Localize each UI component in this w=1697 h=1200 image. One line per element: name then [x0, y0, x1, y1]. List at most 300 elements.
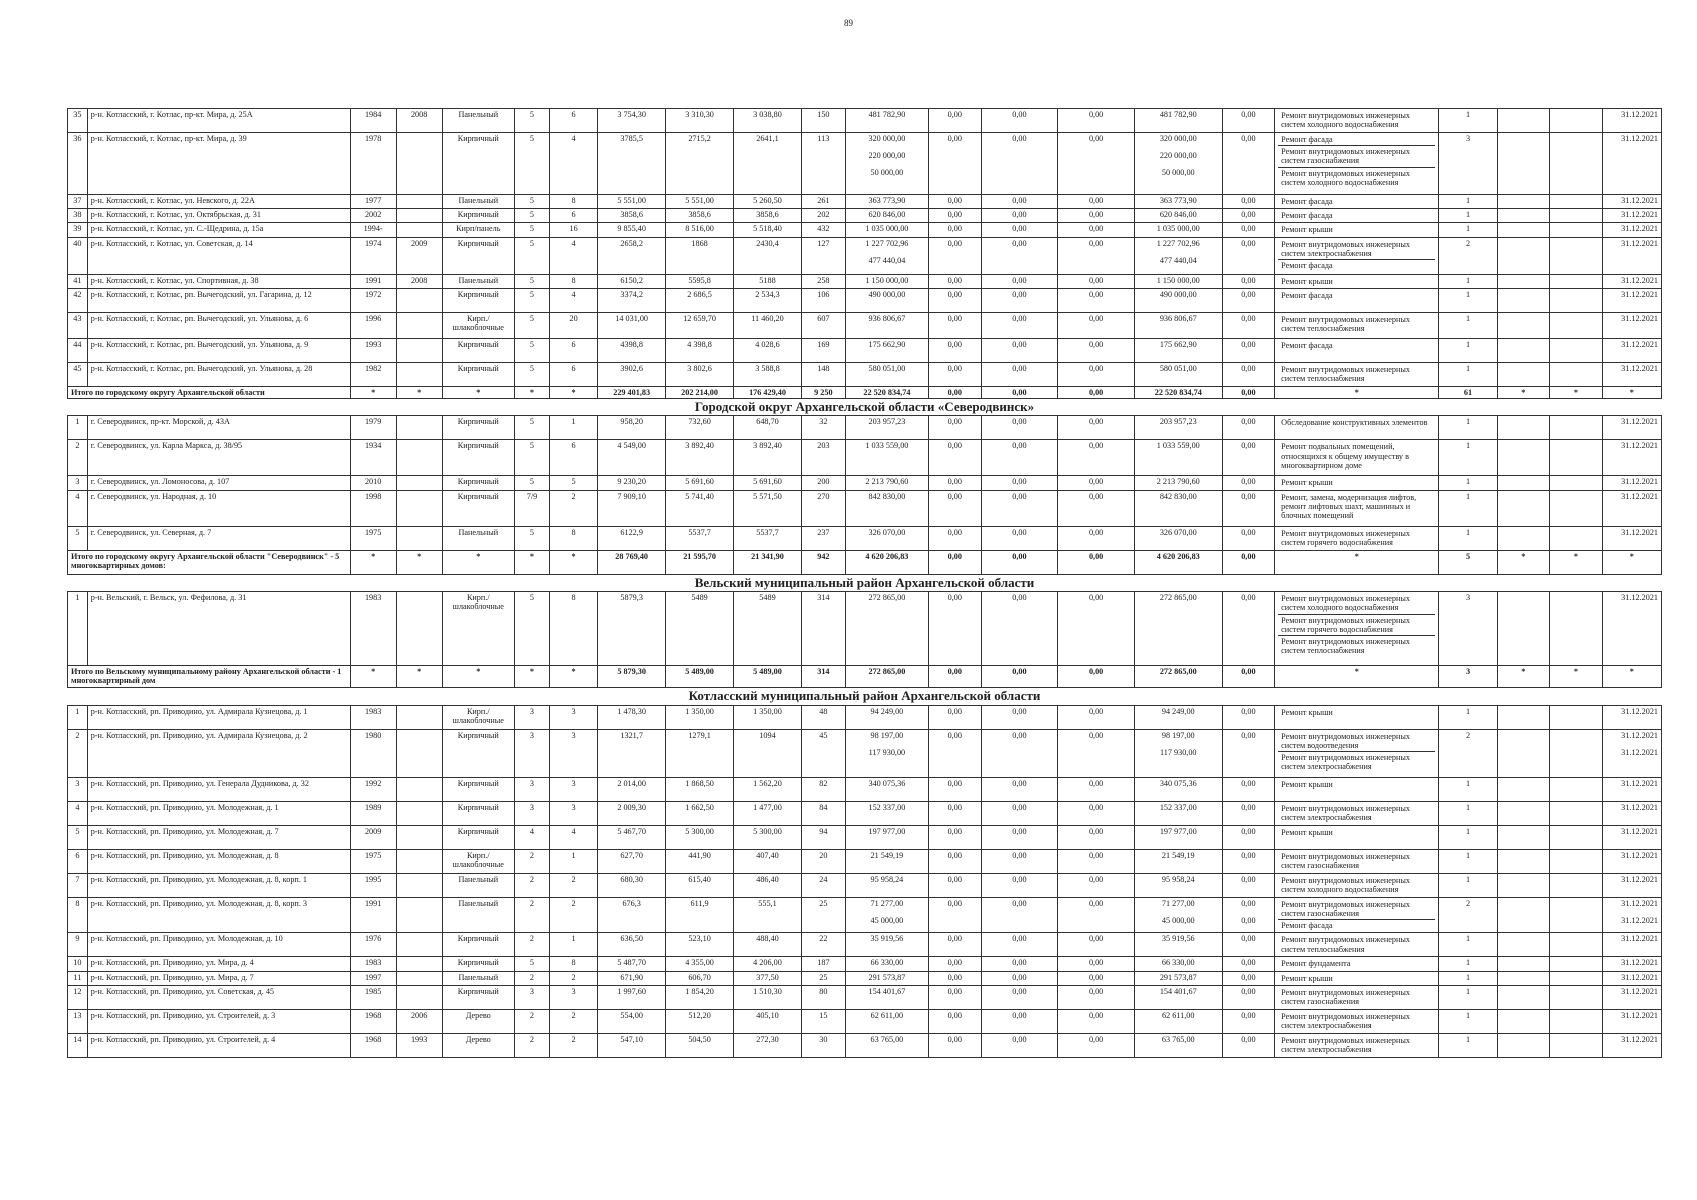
wall-material: Кирпичный — [442, 338, 514, 362]
table-row — [68, 195, 1662, 209]
entrances: 4 — [549, 825, 597, 849]
residents-count: 270 — [801, 490, 845, 526]
table-row — [68, 109, 1662, 133]
work-type-item: Ремонт внутридомовых инженерных систем горячего водоснабжения — [1278, 615, 1435, 636]
total-star: * — [442, 550, 514, 574]
fund-regional: 0,00 — [981, 223, 1058, 237]
year-renovated — [396, 490, 442, 526]
fund-other: 0,00 — [1222, 476, 1275, 490]
fund-owners: 95 958,24 — [1134, 873, 1222, 897]
blank-col-1 — [1497, 109, 1550, 133]
residents-count: 200 — [801, 476, 845, 490]
work-types — [1275, 897, 1439, 933]
repair-cost: 203 957,23 — [845, 416, 928, 440]
work-type-item: Ремонт фасада — [1281, 290, 1333, 300]
fund-regional: 0,00 — [981, 338, 1058, 362]
fund-federal: 0,00 — [929, 777, 982, 801]
year-renovated — [396, 288, 442, 312]
residents-count: 113 — [801, 133, 845, 195]
residents-count: 148 — [801, 362, 845, 386]
floors: 5 — [514, 526, 549, 550]
fund-owners: 1 033 559,00 — [1134, 440, 1222, 476]
blank-col-2 — [1550, 274, 1603, 288]
year-built: 1972 — [350, 288, 396, 312]
residents-count: 25 — [801, 897, 845, 933]
year-renovated — [396, 729, 442, 777]
fund-owners: 63 765,00 — [1134, 1033, 1222, 1057]
floors: 3 — [514, 801, 549, 825]
table-row — [68, 237, 1662, 274]
blank-col-2 — [1550, 957, 1603, 971]
floors: 5 — [514, 223, 549, 237]
completion-date: 31.12.2021 — [1602, 985, 1661, 1009]
total-fund-local: 0,00 — [1058, 550, 1135, 574]
residential-area: 1 562,20 — [734, 777, 802, 801]
total-area: 1 997,60 — [598, 985, 666, 1009]
completion-date: 31.12.2021 — [1602, 849, 1661, 873]
entrances: 6 — [549, 440, 597, 476]
fund-federal: 0,00 — [929, 223, 982, 237]
fund-federal: 0,00 — [929, 416, 982, 440]
blank-col-1 — [1497, 195, 1550, 209]
table-row — [68, 777, 1662, 801]
fund-regional: 0,00 — [981, 237, 1058, 274]
work-count: 1 — [1439, 705, 1497, 729]
entrances: 1 — [549, 933, 597, 957]
floors: 3 — [514, 777, 549, 801]
work-count: 1 — [1439, 526, 1497, 550]
address: р-н. Котласский, рп. Приводино, ул. Адмирала Кузнецова, д. 1 — [87, 705, 350, 729]
work-types — [1275, 971, 1439, 985]
work-type-item: Ремонт фасада — [1281, 211, 1333, 221]
residents-count: 15 — [801, 1009, 845, 1033]
entrances: 2 — [549, 1033, 597, 1057]
completion-date: 31.12.2021 31.12.2021 — [1602, 897, 1661, 933]
table-row — [68, 338, 1662, 362]
year-renovated — [396, 849, 442, 873]
table-row — [68, 1033, 1662, 1057]
total-star: * — [1602, 386, 1661, 398]
completion-date: 31.12.2021 — [1602, 801, 1661, 825]
floors: 5 — [514, 338, 549, 362]
residents-count: 187 — [801, 957, 845, 971]
completion-date: 31.12.2021 — [1602, 288, 1661, 312]
section-title: Городской округ Архангельской области «Северодвинск» — [68, 398, 1662, 416]
year-renovated: 2008 — [396, 274, 442, 288]
fund-other: 0,00 — [1222, 1033, 1275, 1057]
wall-material: Кирпичный — [442, 985, 514, 1009]
fund-local: 0,00 — [1058, 849, 1135, 873]
work-count: 3 — [1439, 592, 1497, 666]
year-renovated — [396, 801, 442, 825]
blank-col-2 — [1550, 825, 1603, 849]
work-count: 1 — [1439, 288, 1497, 312]
residential-area: 5489 — [734, 592, 802, 666]
residential-area: 1 350,00 — [734, 705, 802, 729]
blank-col-2 — [1550, 209, 1603, 223]
fund-owners: 363 773,90 — [1134, 195, 1222, 209]
address: р-н. Котласский, рп. Приводино, ул. Генерала Дудникова, д. 32 — [87, 777, 350, 801]
entrances: 1 — [549, 849, 597, 873]
address: г. Северодвинск, ул. Ломоносова, д. 107 — [87, 476, 350, 490]
total-area: 671,90 — [598, 971, 666, 985]
floors: 5 — [514, 288, 549, 312]
total-star: * — [1602, 666, 1661, 688]
fund-regional: 0,00 — [981, 1009, 1058, 1033]
fund-regional: 0,00 — [981, 971, 1058, 985]
residential-area: 555,1 — [734, 897, 802, 933]
row-number: 12 — [68, 985, 88, 1009]
work-type-item: Ремонт внутридомовых инженерных систем водоотведения — [1278, 731, 1435, 752]
residential-area: 405,10 — [734, 1009, 802, 1033]
residents-count: 261 — [801, 195, 845, 209]
completion-date: 31.12.2021 — [1602, 957, 1661, 971]
year-built: 1993 — [350, 338, 396, 362]
fund-other: 0,00 — [1222, 312, 1275, 338]
fund-federal: 0,00 — [929, 849, 982, 873]
residential-area: 486,40 — [734, 873, 802, 897]
fund-regional: 0,00 — [981, 362, 1058, 386]
table-row — [68, 416, 1662, 440]
total-area: 28 769,40 — [598, 550, 666, 574]
work-count: 2 — [1439, 897, 1497, 933]
total-star: * — [1275, 666, 1439, 688]
premises-area: 512,20 — [666, 1009, 734, 1033]
work-types — [1275, 490, 1439, 526]
work-count: 1 — [1439, 1033, 1497, 1057]
total-residents: 9 250 — [801, 386, 845, 398]
total-area: 5 467,70 — [598, 825, 666, 849]
floors: 5 — [514, 195, 549, 209]
year-built: 1978 — [350, 133, 396, 195]
row-number: 40 — [68, 237, 88, 274]
repair-cost: 62 611,00 — [845, 1009, 928, 1033]
year-renovated — [396, 705, 442, 729]
address: р-н. Котласский, рп. Приводино, ул. Молодежная, д. 8 — [87, 849, 350, 873]
work-count: 1 — [1439, 209, 1497, 223]
blank-col-2 — [1550, 362, 1603, 386]
completion-date: 31.12.2021 — [1602, 109, 1661, 133]
work-types — [1275, 195, 1439, 209]
work-count: 1 — [1439, 971, 1497, 985]
total-area: 3902,6 — [598, 362, 666, 386]
fund-regional: 0,00 — [981, 801, 1058, 825]
premises-area: 441,90 — [666, 849, 734, 873]
address: р-н. Котласский, рп. Приводино, ул. Молодежная, д. 8, корп. 1 — [87, 873, 350, 897]
premises-area: 615,40 — [666, 873, 734, 897]
fund-regional: 0,00 — [981, 490, 1058, 526]
fund-other: 0,00 — [1222, 933, 1275, 957]
work-type-item: Ремонт крыши — [1281, 707, 1333, 717]
residential-area: 4 206,00 — [734, 957, 802, 971]
table-row — [68, 362, 1662, 386]
table-row — [68, 209, 1662, 223]
fund-owners: 481 782,90 — [1134, 109, 1222, 133]
total-premises-area: 202 214,00 — [666, 386, 734, 398]
fund-owners: 98 197,00 117 930,00 — [1134, 729, 1222, 777]
address: р-н. Котласский, г. Котлас, рп. Вычегодский, ул. Ульянова, д. 6 — [87, 312, 350, 338]
year-renovated — [396, 416, 442, 440]
total-fund-owners: 22 520 834,74 — [1134, 386, 1222, 398]
blank-col-1 — [1497, 777, 1550, 801]
residential-area: 5 300,00 — [734, 825, 802, 849]
total-cost: 272 865,00 — [845, 666, 928, 688]
residents-count: 169 — [801, 338, 845, 362]
wall-material: Кирпичный — [442, 490, 514, 526]
blank-col-1 — [1497, 223, 1550, 237]
work-type-item: Ремонт подвальных помещений, относящихся к общему имуществу в многоквартирном доме — [1281, 442, 1409, 470]
entrances: 3 — [549, 801, 597, 825]
total-area: 2658,2 — [598, 237, 666, 274]
work-type-item: Обследование конструктивных элементов — [1281, 418, 1428, 428]
repair-cost: 94 249,00 — [845, 705, 928, 729]
floors: 5 — [514, 109, 549, 133]
total-star: * — [514, 550, 549, 574]
residential-area: 377,50 — [734, 971, 802, 985]
year-built: 1997 — [350, 971, 396, 985]
residents-count: 20 — [801, 849, 845, 873]
table-row — [68, 312, 1662, 338]
residents-count: 314 — [801, 592, 845, 666]
premises-area: 5 741,40 — [666, 490, 734, 526]
work-types — [1275, 223, 1439, 237]
floors: 2 — [514, 933, 549, 957]
work-types — [1275, 873, 1439, 897]
total-star: * — [396, 386, 442, 398]
work-count: 1 — [1439, 777, 1497, 801]
repair-cost: 66 330,00 — [845, 957, 928, 971]
total-star: * — [1497, 550, 1550, 574]
work-type-item: Ремонт фасада — [1281, 197, 1333, 206]
total-area: 14 031,00 — [598, 312, 666, 338]
total-star: * — [549, 550, 597, 574]
blank-col-2 — [1550, 933, 1603, 957]
work-types — [1275, 237, 1439, 274]
total-premises-area: 5 489,00 — [666, 666, 734, 688]
fund-federal: 0,00 — [929, 237, 982, 274]
work-count: 2 — [1439, 729, 1497, 777]
total-area: 9 230,20 — [598, 476, 666, 490]
wall-material: Кирпичный — [442, 801, 514, 825]
total-work-count: 3 — [1439, 666, 1497, 688]
blank-col-1 — [1497, 440, 1550, 476]
total-residential-area: 5 489,00 — [734, 666, 802, 688]
work-types — [1275, 526, 1439, 550]
total-row — [68, 666, 1662, 688]
fund-local: 0,00 — [1058, 288, 1135, 312]
floors: 5 — [514, 592, 549, 666]
repair-cost: 291 573,87 — [845, 971, 928, 985]
completion-date: 31.12.2021 — [1602, 312, 1661, 338]
section-heading — [68, 398, 1662, 416]
repair-cost: 175 662,90 — [845, 338, 928, 362]
year-built: 1968 — [350, 1009, 396, 1033]
premises-area: 4 398,8 — [666, 338, 734, 362]
year-built: 1984 — [350, 109, 396, 133]
work-types — [1275, 209, 1439, 223]
row-number: 7 — [68, 873, 88, 897]
row-number: 37 — [68, 195, 88, 209]
work-types — [1275, 133, 1439, 195]
work-count: 1 — [1439, 1009, 1497, 1033]
total-residents: 314 — [801, 666, 845, 688]
entrances: 8 — [549, 195, 597, 209]
fund-local: 0,00 — [1058, 195, 1135, 209]
total-label: Итого по Вельскому муниципальному району Архангельской области - 1 многоквартирный дом — [68, 666, 351, 688]
year-built: 1977 — [350, 195, 396, 209]
residential-area: 5188 — [734, 274, 802, 288]
total-area: 5 879,30 — [598, 666, 666, 688]
table-row — [68, 490, 1662, 526]
blank-col-1 — [1497, 209, 1550, 223]
address: р-н. Котласский, г. Котлас, ул. Октябрьская, д. 31 — [87, 209, 350, 223]
total-area: 676,3 — [598, 897, 666, 933]
wall-material: Кирпичный — [442, 933, 514, 957]
total-area: 1321,7 — [598, 729, 666, 777]
work-count: 1 — [1439, 362, 1497, 386]
fund-other: 0,00 — [1222, 195, 1275, 209]
address: р-н. Вельский, г. Вельск, ул. Фефилова, д. 31 — [87, 592, 350, 666]
fund-local: 0,00 — [1058, 592, 1135, 666]
blank-col-1 — [1497, 476, 1550, 490]
total-fund-other: 0,00 — [1222, 666, 1275, 688]
fund-local: 0,00 — [1058, 825, 1135, 849]
total-fund-federal: 0,00 — [929, 666, 982, 688]
wall-material: Кирп./ шлакоблочные — [442, 312, 514, 338]
fund-local: 0,00 — [1058, 777, 1135, 801]
work-count: 1 — [1439, 825, 1497, 849]
section-title: Вельский муниципальный район Архангельской области — [68, 574, 1662, 592]
year-renovated — [396, 933, 442, 957]
total-area: 5879,3 — [598, 592, 666, 666]
fund-federal: 0,00 — [929, 897, 982, 933]
work-type-item: Ремонт внутридомовых инженерных систем электроснабжения — [1281, 753, 1410, 772]
year-built: 1974 — [350, 237, 396, 274]
work-type-item: Ремонт внутридомовых инженерных систем газоснабжения — [1278, 899, 1435, 920]
work-types — [1275, 109, 1439, 133]
address: р-н. Котласский, рп. Приводино, ул. Молодежная, д. 7 — [87, 825, 350, 849]
year-built: 1982 — [350, 362, 396, 386]
entrances: 6 — [549, 338, 597, 362]
total-cost: 4 620 206,83 — [845, 550, 928, 574]
wall-material: Панельный — [442, 195, 514, 209]
floors: 3 — [514, 705, 549, 729]
residential-area: 4 028,6 — [734, 338, 802, 362]
fund-other: 0,00 — [1222, 526, 1275, 550]
total-row — [68, 550, 1662, 574]
premises-area: 5595,8 — [666, 274, 734, 288]
wall-material: Панельный — [442, 274, 514, 288]
entrances: 3 — [549, 729, 597, 777]
work-types — [1275, 1009, 1439, 1033]
work-types — [1275, 801, 1439, 825]
total-star: * — [549, 666, 597, 688]
fund-other: 0,00 — [1222, 209, 1275, 223]
blank-col-2 — [1550, 133, 1603, 195]
completion-date: 31.12.2021 — [1602, 223, 1661, 237]
row-number: 5 — [68, 526, 88, 550]
fund-owners: 21 549,19 — [1134, 849, 1222, 873]
address: р-н. Котласский, г. Котлас, ул. С.-Щедрина, д. 15а — [87, 223, 350, 237]
fund-owners: 340 075,36 — [1134, 777, 1222, 801]
completion-date: 31.12.2021 — [1602, 195, 1661, 209]
residential-area: 3858,6 — [734, 209, 802, 223]
total-area: 3785,5 — [598, 133, 666, 195]
fund-local: 0,00 — [1058, 897, 1135, 933]
fund-local: 0,00 — [1058, 957, 1135, 971]
wall-material: Дерево — [442, 1033, 514, 1057]
floors: 2 — [514, 873, 549, 897]
work-count: 1 — [1439, 312, 1497, 338]
fund-other: 0,00 — [1222, 288, 1275, 312]
address: р-н. Котласский, рп. Приводино, ул. Мира, д. 4 — [87, 957, 350, 971]
blank-col-2 — [1550, 288, 1603, 312]
total-star: * — [1497, 666, 1550, 688]
year-renovated: 2006 — [396, 1009, 442, 1033]
premises-area: 12 659,70 — [666, 312, 734, 338]
residents-count: 24 — [801, 873, 845, 897]
fund-regional: 0,00 — [981, 274, 1058, 288]
table-row — [68, 985, 1662, 1009]
fund-regional: 0,00 — [981, 985, 1058, 1009]
entrances: 2 — [549, 971, 597, 985]
premises-area: 5489 — [666, 592, 734, 666]
fund-owners: 580 051,00 — [1134, 362, 1222, 386]
completion-date: 31.12.2021 — [1602, 274, 1661, 288]
residential-area: 2430,4 — [734, 237, 802, 274]
work-type-item: Ремонт внутридомовых инженерных систем газоснабжения — [1278, 146, 1435, 167]
repair-cost: 1 150 000,00 — [845, 274, 928, 288]
residents-count: 150 — [801, 109, 845, 133]
fund-other: 0,00 — [1222, 825, 1275, 849]
work-type-item: Ремонт внутридомовых инженерных систем газоснабжения — [1281, 987, 1410, 1006]
fund-other: 0,00 — [1222, 957, 1275, 971]
blank-col-1 — [1497, 705, 1550, 729]
year-renovated — [396, 897, 442, 933]
blank-col-1 — [1497, 933, 1550, 957]
completion-date: 31.12.2021 — [1602, 476, 1661, 490]
blank-col-1 — [1497, 133, 1550, 195]
total-residents: 942 — [801, 550, 845, 574]
year-built: 1985 — [350, 985, 396, 1009]
residents-count: 48 — [801, 705, 845, 729]
year-renovated — [396, 223, 442, 237]
residents-count: 25 — [801, 971, 845, 985]
residents-count: 94 — [801, 825, 845, 849]
work-type-item: Ремонт фундамента — [1281, 959, 1351, 969]
premises-area: 2 686,5 — [666, 288, 734, 312]
fund-owners: 154 401,67 — [1134, 985, 1222, 1009]
row-number: 36 — [68, 133, 88, 195]
total-star: * — [1550, 550, 1603, 574]
entrances: 8 — [549, 592, 597, 666]
row-number: 4 — [68, 490, 88, 526]
row-number: 13 — [68, 1009, 88, 1033]
work-type-item: Ремонт внутридомовых инженерных систем электроснабжения — [1281, 1011, 1410, 1030]
total-star: * — [396, 666, 442, 688]
residents-count: 45 — [801, 729, 845, 777]
fund-regional: 0,00 — [981, 312, 1058, 338]
fund-owners: 1 150 000,00 — [1134, 274, 1222, 288]
entrances: 8 — [549, 526, 597, 550]
repair-cost: 63 765,00 — [845, 1033, 928, 1057]
blank-col-2 — [1550, 338, 1603, 362]
fund-other: 0,00 — [1222, 416, 1275, 440]
year-built: 2002 — [350, 209, 396, 223]
work-types — [1275, 777, 1439, 801]
fund-regional: 0,00 — [981, 849, 1058, 873]
capital-repair-table — [67, 108, 1662, 1058]
